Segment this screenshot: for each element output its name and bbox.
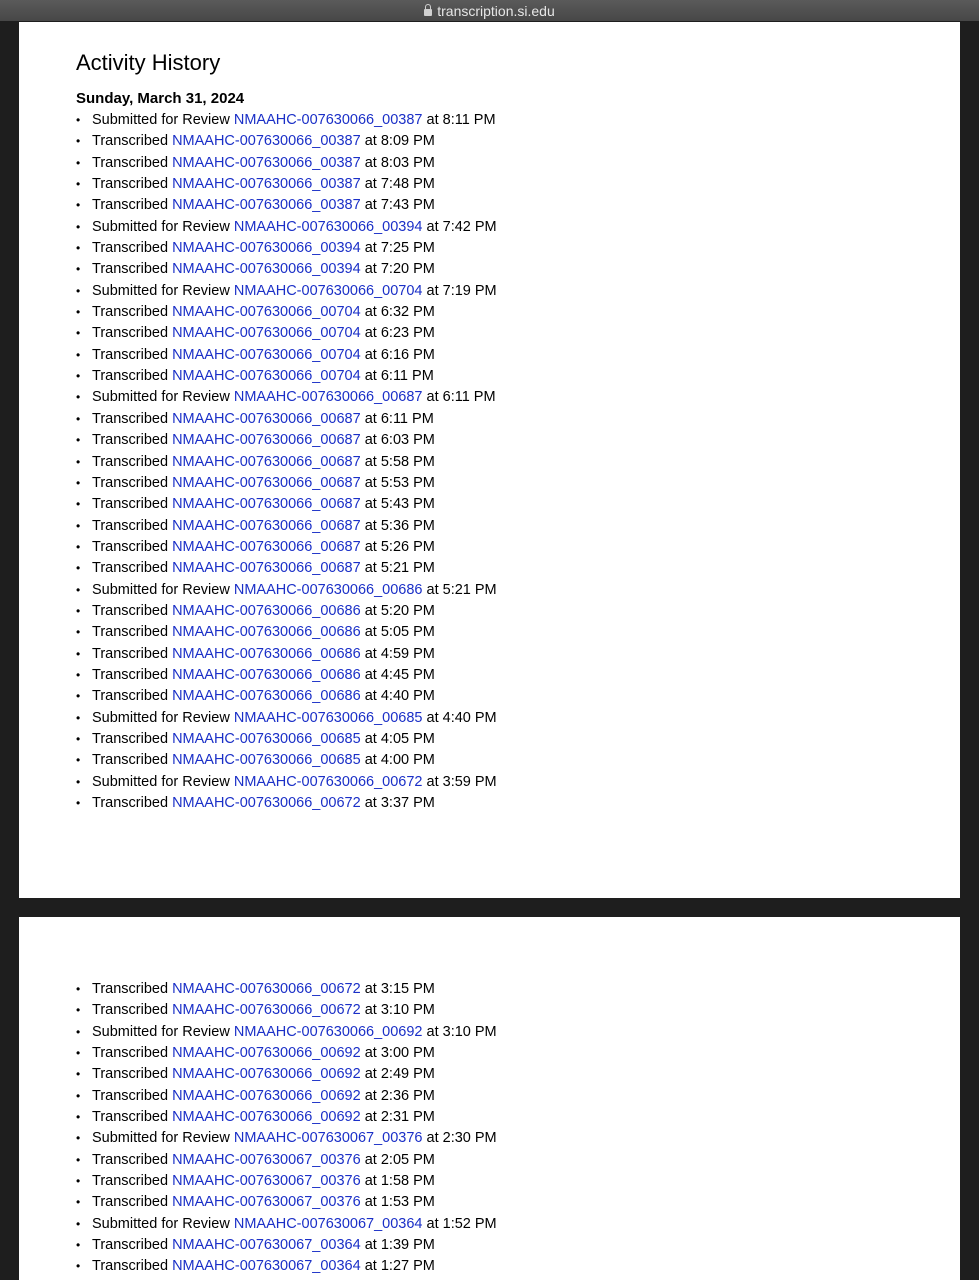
activity-time: at 6:11 PM: [426, 389, 496, 406]
document-link[interactable]: NMAAHC-007630066_00692: [233, 1023, 423, 1040]
activity-action: Submitted for Review: [92, 218, 230, 235]
bullet-icon: •: [76, 369, 81, 384]
activity-action: Transcribed: [92, 1109, 169, 1126]
document-link[interactable]: NMAAHC-007630066_00686: [172, 666, 361, 683]
activity-item: [76, 494, 497, 515]
activity-item: [76, 729, 497, 750]
activity-time: at 3:10 PM: [426, 1023, 497, 1040]
activity-item: [76, 1000, 497, 1021]
bullet-icon: •: [76, 219, 81, 234]
activity-time: at 7:42 PM: [426, 218, 497, 235]
activity-item: [76, 1192, 497, 1213]
activity-time: at 5:53 PM: [364, 474, 435, 491]
activity-list-continued: [76, 979, 497, 1278]
document-link[interactable]: NMAAHC-007630066_00387: [172, 176, 361, 193]
document-link[interactable]: NMAAHC-007630066_00687: [172, 453, 361, 470]
document-link[interactable]: NMAAHC-007630066_00387: [172, 133, 361, 150]
activity-item: [76, 1150, 497, 1171]
activity-item: [76, 281, 497, 302]
document-link[interactable]: NMAAHC-007630066_00387: [233, 112, 423, 128]
document-link[interactable]: NMAAHC-007630066_00394: [172, 240, 361, 257]
activity-item: [76, 979, 497, 1000]
bullet-icon: •: [76, 1131, 81, 1146]
bullet-icon: •: [76, 475, 81, 490]
activity-action: Transcribed: [92, 1087, 169, 1104]
document-link[interactable]: NMAAHC-007630066_00394: [172, 261, 361, 278]
activity-action: Transcribed: [92, 496, 169, 513]
bullet-icon: •: [76, 198, 81, 213]
document-link[interactable]: NMAAHC-007630066_00672: [172, 1002, 361, 1019]
activity-action: Transcribed: [92, 1045, 169, 1062]
activity-item: [76, 1086, 497, 1107]
activity-action: Transcribed: [92, 133, 169, 150]
activity-time: at 5:20 PM: [364, 602, 435, 619]
activity-action: Transcribed: [92, 346, 169, 363]
activity-item: [76, 1214, 497, 1235]
activity-item: [76, 302, 497, 323]
activity-action: Transcribed: [92, 752, 169, 769]
page-title: Activity History: [76, 50, 221, 75]
activity-action: Transcribed: [92, 1066, 169, 1083]
activity-time: at 3:37 PM: [364, 795, 435, 811]
document-link[interactable]: NMAAHC-007630066_00394: [233, 218, 423, 235]
activity-time: at 6:23 PM: [364, 325, 435, 342]
document-link[interactable]: NMAAHC-007630067_00376: [172, 1173, 361, 1190]
activity-action: Transcribed: [92, 538, 169, 555]
bullet-icon: •: [76, 433, 81, 448]
activity-action: Transcribed: [92, 688, 169, 705]
document-link[interactable]: NMAAHC-007630066_00692: [172, 1066, 361, 1083]
document-link[interactable]: NMAAHC-007630066_00704: [172, 304, 361, 321]
activity-action: Transcribed: [92, 1173, 169, 1190]
activity-item: [76, 366, 497, 387]
bullet-icon: •: [76, 1152, 81, 1167]
activity-action: Submitted for Review: [92, 282, 230, 299]
activity-time: at 1:27 PM: [364, 1258, 435, 1275]
activity-item: [76, 622, 497, 643]
document-link[interactable]: NMAAHC-007630066_00672: [172, 981, 361, 997]
activity-time: at 4:40 PM: [426, 709, 497, 726]
activity-action: Transcribed: [92, 666, 169, 683]
activity-action: Submitted for Review: [92, 1130, 230, 1147]
activity-item: [76, 259, 497, 280]
document-link[interactable]: NMAAHC-007630067_00376: [233, 1130, 423, 1147]
activity-time: at 5:21 PM: [364, 560, 435, 577]
activity-time: at 7:48 PM: [364, 176, 435, 193]
bullet-icon: •: [76, 411, 81, 426]
bullet-icon: •: [76, 283, 81, 298]
bullet-icon: •: [76, 1067, 81, 1082]
activity-action: Transcribed: [92, 795, 169, 811]
activity-time: at 4:00 PM: [364, 752, 435, 769]
activity-time: at 8:11 PM: [426, 112, 496, 128]
document-link[interactable]: NMAAHC-007630066_00704: [172, 346, 361, 363]
activity-item: [76, 1256, 497, 1277]
activity-item: [76, 601, 497, 622]
activity-time: at 1:52 PM: [426, 1215, 497, 1232]
document-link[interactable]: NMAAHC-007630066_00672: [172, 795, 361, 811]
activity-time: at 5:58 PM: [364, 453, 435, 470]
document-link[interactable]: NMAAHC-007630066_00686: [172, 624, 361, 641]
print-page-1: [19, 22, 960, 898]
bullet-icon: •: [76, 1238, 81, 1253]
bullet-icon: •: [76, 518, 81, 533]
bullet-icon: •: [76, 113, 81, 127]
activity-action: Transcribed: [92, 368, 169, 385]
bullet-icon: •: [76, 347, 81, 362]
activity-action: Transcribed: [92, 474, 169, 491]
document-link[interactable]: NMAAHC-007630066_00687: [233, 389, 423, 406]
url-text: transcription.si.edu: [437, 2, 555, 19]
activity-action: Transcribed: [92, 1002, 169, 1019]
activity-list: [76, 110, 497, 814]
activity-item: [76, 345, 497, 366]
document-link[interactable]: NMAAHC-007630066_00686: [233, 581, 423, 598]
activity-item: [76, 473, 497, 494]
activity-action: Transcribed: [92, 624, 169, 641]
activity-action: Transcribed: [92, 1151, 169, 1168]
activity-time: at 4:40 PM: [364, 688, 435, 705]
document-link[interactable]: NMAAHC-007630066_00687: [172, 560, 361, 577]
activity-time: at 4:45 PM: [364, 666, 435, 683]
bullet-icon: •: [76, 390, 81, 405]
document-link[interactable]: NMAAHC-007630066_00686: [172, 645, 361, 662]
activity-action: Transcribed: [92, 197, 169, 214]
bullet-icon: •: [76, 753, 81, 768]
activity-action: Transcribed: [92, 1237, 169, 1254]
activity-item: [76, 1107, 497, 1128]
bullet-icon: •: [76, 1088, 81, 1103]
activity-action: Transcribed: [92, 517, 169, 534]
bullet-icon: •: [76, 603, 81, 618]
activity-time: at 6:16 PM: [364, 346, 435, 363]
bullet-icon: •: [76, 561, 81, 576]
document-link[interactable]: NMAAHC-007630066_00387: [172, 197, 361, 214]
activity-action: Transcribed: [92, 261, 169, 278]
activity-time: at 5:05 PM: [364, 624, 435, 641]
activity-item: [76, 793, 497, 814]
activity-item: [76, 516, 497, 537]
activity-item: [76, 1235, 497, 1256]
activity-time: at 4:59 PM: [364, 645, 435, 662]
activity-time: at 2:36 PM: [364, 1087, 435, 1104]
activity-action: Submitted for Review: [92, 1215, 230, 1232]
activity-action: Submitted for Review: [92, 1023, 230, 1040]
activity-time: at 5:36 PM: [364, 517, 435, 534]
bullet-icon: •: [76, 710, 81, 725]
activity-item: [76, 387, 497, 408]
activity-item: [76, 131, 497, 152]
activity-item: [76, 558, 497, 579]
activity-time: at 6:11 PM: [364, 410, 434, 427]
document-link[interactable]: NMAAHC-007630066_00687: [172, 496, 361, 513]
activity-time: at 5:21 PM: [426, 581, 497, 598]
activity-item: [76, 430, 497, 451]
activity-action: Transcribed: [92, 453, 169, 470]
bullet-icon: •: [76, 326, 81, 341]
document-link[interactable]: NMAAHC-007630066_00687: [172, 474, 361, 491]
activity-time: at 6:32 PM: [364, 304, 435, 321]
activity-item: [76, 665, 497, 686]
activity-item: [76, 1171, 497, 1192]
document-link[interactable]: NMAAHC-007630067_00376: [172, 1194, 361, 1211]
activity-item: [76, 708, 497, 729]
activity-action: Submitted for Review: [92, 709, 230, 726]
activity-item: [76, 238, 497, 259]
document-link[interactable]: NMAAHC-007630066_00692: [172, 1045, 361, 1062]
bullet-icon: •: [76, 982, 81, 996]
activity-time: at 2:31 PM: [364, 1109, 435, 1126]
activity-item: [76, 644, 497, 665]
activity-item: [76, 195, 497, 216]
document-link[interactable]: NMAAHC-007630067_00364: [233, 1215, 423, 1232]
bullet-icon: •: [76, 625, 81, 640]
activity-action: Transcribed: [92, 981, 169, 997]
bullet-icon: •: [76, 1259, 81, 1274]
activity-time: at 3:59 PM: [426, 773, 497, 790]
bullet-icon: •: [76, 177, 81, 192]
bullet-icon: •: [76, 646, 81, 661]
activity-time: at 1:39 PM: [364, 1237, 435, 1254]
activity-time: at 8:09 PM: [364, 133, 435, 150]
activity-item: [76, 772, 497, 793]
document-link[interactable]: NMAAHC-007630066_00387: [172, 154, 361, 171]
bullet-icon: •: [76, 796, 81, 810]
bullet-icon: •: [76, 1003, 81, 1018]
bullet-icon: •: [76, 1024, 81, 1039]
document-link[interactable]: NMAAHC-007630066_00692: [172, 1087, 361, 1104]
activity-time: at 7:43 PM: [364, 197, 435, 214]
activity-action: Transcribed: [92, 1194, 169, 1211]
activity-action: Transcribed: [92, 176, 169, 193]
activity-time: at 5:43 PM: [364, 496, 435, 513]
activity-action: Submitted for Review: [92, 112, 230, 128]
print-page-2: [19, 917, 960, 1280]
activity-action: Transcribed: [92, 410, 169, 427]
activity-action: Transcribed: [92, 154, 169, 171]
activity-action: Submitted for Review: [92, 581, 230, 598]
activity-item: [76, 580, 497, 601]
bullet-icon: •: [76, 731, 81, 746]
activity-time: at 3:15 PM: [364, 981, 435, 997]
document-link[interactable]: NMAAHC-007630066_00704: [172, 325, 361, 342]
activity-time: at 2:49 PM: [364, 1066, 435, 1083]
activity-time: at 6:03 PM: [364, 432, 435, 449]
activity-item: [76, 452, 497, 473]
bullet-icon: •: [76, 1110, 81, 1125]
activity-action: Submitted for Review: [92, 773, 230, 790]
document-link[interactable]: NMAAHC-007630066_00672: [233, 773, 423, 790]
activity-time: at 1:58 PM: [364, 1173, 435, 1190]
activity-time: at 7:19 PM: [426, 282, 497, 299]
activity-item: [76, 1022, 497, 1043]
activity-time: at 3:00 PM: [364, 1045, 435, 1062]
activity-action: Transcribed: [92, 1258, 169, 1275]
document-link[interactable]: NMAAHC-007630066_00685: [233, 709, 423, 726]
browser-url-bar[interactable]: [0, 0, 979, 21]
activity-item: [76, 217, 497, 238]
document-link[interactable]: NMAAHC-007630066_00686: [172, 602, 361, 619]
document-link[interactable]: NMAAHC-007630066_00687: [172, 517, 361, 534]
activity-time: at 2:30 PM: [426, 1130, 497, 1147]
document-link[interactable]: NMAAHC-007630066_00692: [172, 1109, 361, 1126]
bullet-icon: •: [76, 774, 81, 789]
bullet-icon: •: [76, 1046, 81, 1061]
activity-item: [76, 686, 497, 707]
bullet-icon: •: [76, 539, 81, 554]
document-link[interactable]: NMAAHC-007630066_00704: [233, 282, 423, 299]
activity-item: [76, 1043, 497, 1064]
activity-item: [76, 110, 497, 131]
activity-item: [76, 750, 497, 771]
activity-time: at 3:10 PM: [364, 1002, 435, 1019]
activity-time: at 4:05 PM: [364, 730, 435, 747]
activity-time: at 2:05 PM: [364, 1151, 435, 1168]
document-link[interactable]: NMAAHC-007630066_00704: [172, 368, 361, 385]
bullet-icon: •: [76, 262, 81, 277]
activity-item: [76, 537, 497, 558]
activity-action: Transcribed: [92, 325, 169, 342]
bullet-icon: •: [76, 1216, 81, 1231]
activity-time: at 8:03 PM: [364, 154, 435, 171]
date-heading: Sunday, March 31, 2024: [76, 90, 245, 107]
activity-action: Transcribed: [92, 602, 169, 619]
bullet-icon: •: [76, 241, 81, 256]
activity-action: Transcribed: [92, 304, 169, 321]
bullet-icon: •: [76, 454, 81, 469]
bullet-icon: •: [76, 305, 81, 320]
bullet-icon: •: [76, 689, 81, 704]
bullet-icon: •: [76, 497, 81, 512]
document-link[interactable]: NMAAHC-007630066_00685: [172, 752, 361, 769]
bullet-icon: •: [76, 1195, 81, 1210]
activity-item: [76, 323, 497, 344]
document-link[interactable]: NMAAHC-007630066_00687: [172, 432, 361, 449]
activity-time: at 7:25 PM: [364, 240, 435, 257]
document-link[interactable]: NMAAHC-007630066_00686: [172, 688, 361, 705]
activity-action: Transcribed: [92, 432, 169, 449]
activity-item: [76, 153, 497, 174]
document-link[interactable]: NMAAHC-007630066_00687: [172, 538, 361, 555]
bullet-icon: •: [76, 582, 81, 597]
bullet-icon: •: [76, 155, 81, 170]
activity-action: Transcribed: [92, 730, 169, 747]
activity-action: Transcribed: [92, 560, 169, 577]
lock-icon: [424, 9, 432, 16]
activity-action: Transcribed: [92, 645, 169, 662]
bullet-icon: •: [76, 667, 81, 682]
activity-item: [76, 1128, 497, 1149]
activity-time: at 5:26 PM: [364, 538, 435, 555]
document-link[interactable]: NMAAHC-007630066_00687: [172, 410, 361, 427]
activity-item: [76, 174, 497, 195]
activity-action: Transcribed: [92, 240, 169, 257]
activity-time: at 6:11 PM: [364, 368, 434, 385]
activity-time: at 1:53 PM: [364, 1194, 435, 1211]
document-link[interactable]: NMAAHC-007630067_00376: [172, 1151, 361, 1168]
activity-item: [76, 409, 497, 430]
bullet-icon: •: [76, 134, 81, 149]
activity-time: at 7:20 PM: [364, 261, 435, 278]
document-link[interactable]: NMAAHC-007630067_00364: [172, 1258, 361, 1275]
document-link[interactable]: NMAAHC-007630066_00685: [172, 730, 361, 747]
bullet-icon: •: [76, 1174, 81, 1189]
document-link[interactable]: NMAAHC-007630067_00364: [172, 1237, 361, 1254]
activity-item: [76, 1064, 497, 1085]
activity-action: Submitted for Review: [92, 389, 230, 406]
